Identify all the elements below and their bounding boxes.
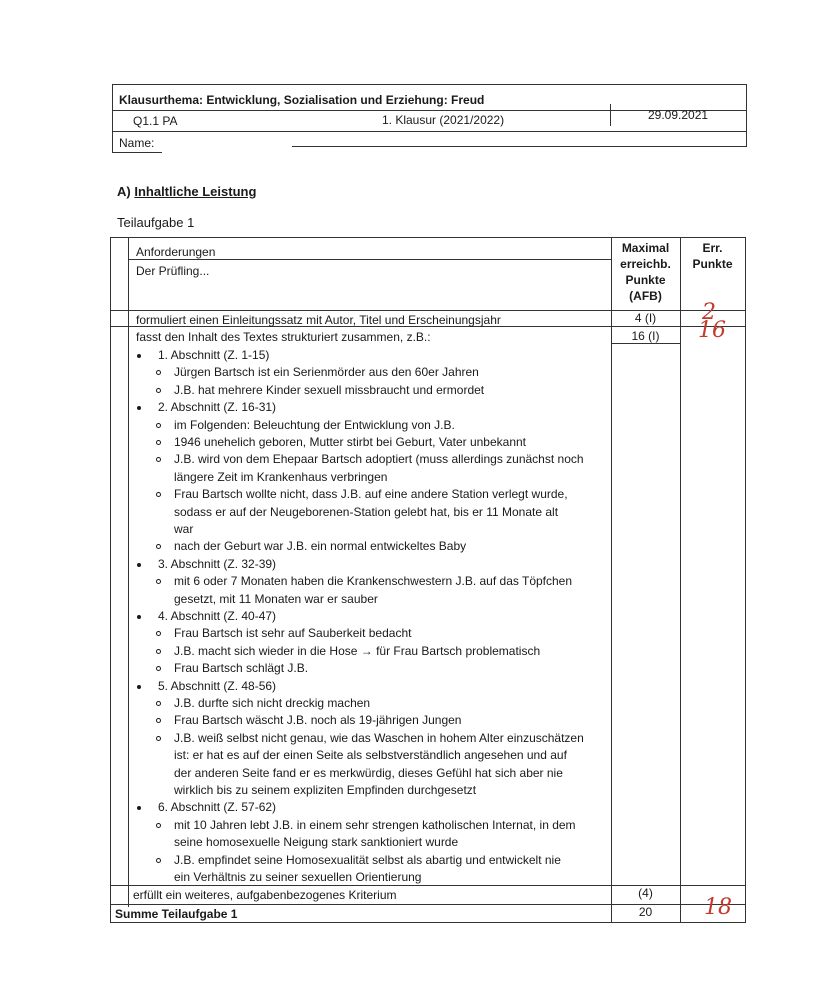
row-zusammenfassung-err: 16 xyxy=(698,318,726,343)
list-item-text: Frau Bartsch wollte nicht, dass J.B. auf eine andere Station verlegt wurde, xyxy=(174,487,568,502)
sub-bullet-icon xyxy=(156,823,161,828)
list-item-text: 4. Abschnitt (Z. 40-47) xyxy=(158,609,277,623)
col-err-line: Err. xyxy=(702,241,723,255)
list-item-text: gesetzt, mit 11 Monaten war er sauber xyxy=(174,591,378,606)
col-max-line: erreichb. xyxy=(620,257,671,271)
sum-label: Summe Teilaufgabe 1 xyxy=(115,907,238,921)
sub-bullet-icon xyxy=(156,631,161,636)
section-title: Inhaltliche Leistung xyxy=(134,184,257,199)
list-item-text: J.B. hat mehrere Kinder sexuell missbraucht und ermordet xyxy=(174,382,485,397)
row-kriterium-max: (4) xyxy=(638,886,653,900)
list-item-text: mit 6 oder 7 Monaten haben die Krankenschwestern J.B. auf das Töpfchen xyxy=(174,574,573,589)
list-item-text: J.B. wird von dem Ehepaar Bartsch adoptiert (muss allerdings zunächst noch xyxy=(174,452,584,467)
col-max-header xyxy=(611,240,680,304)
list-item-text: 1. Abschnitt (Z. 1-15) xyxy=(158,348,270,362)
list-item-text: 5. Abschnitt (Z. 48-56) xyxy=(158,678,277,693)
list-item-text: ein Verhältnis zu seiner sexuellen Orientierung xyxy=(174,870,422,884)
subtask-label: Teilaufgabe 1 xyxy=(117,215,195,230)
bullet-icon xyxy=(137,806,141,810)
row-einleitung-err: 2 xyxy=(702,300,716,325)
sum-err: 18 xyxy=(704,895,732,920)
sub-bullet-icon xyxy=(156,388,161,393)
sub-bullet-icon xyxy=(156,440,161,445)
row-zusammenfassung-max: 16 (I) xyxy=(631,329,660,343)
col-err-line: Punkte xyxy=(692,257,733,271)
sub-bullet-icon xyxy=(156,666,161,671)
exam-label: 1. Klausur (2021/2022) xyxy=(382,113,505,127)
list-item-text: J.B. empfindet seine Homosexualität selbst als abartig und entwickelt nie xyxy=(174,852,561,867)
sub-bullet-icon xyxy=(156,649,161,654)
sum-max: 20 xyxy=(638,905,653,919)
list-item-text: sodass er auf der Neugeborenen-Station gelebt hat, bis er 11 Monate alt xyxy=(174,504,559,519)
list-item-text: im Folgenden: Beleuchtung der Entwicklung von J.B. xyxy=(174,417,455,432)
row-kriterium: erfüllt ein weiteres, aufgabenbezogenes Kriterium xyxy=(133,888,397,902)
col-anforderungen: Anforderungen xyxy=(136,245,216,259)
list-item-text: ist: er hat es auf der einen Seite als selbstverständlich angesehen und auf xyxy=(174,748,567,763)
list-item-text: Frau Bartsch ist sehr auf Sauberkeit bedacht xyxy=(174,626,412,641)
exam-date: 29.09.2021 xyxy=(648,108,709,122)
sub-bullet-icon xyxy=(156,423,161,428)
col-max-line: Punkte xyxy=(625,273,666,287)
col-max-line: (AFB) xyxy=(629,289,662,303)
col-err-header xyxy=(680,240,745,272)
list-item-text: mit 10 Jahren lebt J.B. in einem sehr strengen katholischen Internat, in dem xyxy=(174,817,576,832)
name-label: Name: xyxy=(119,136,155,150)
row-einleitung: formuliert einen Einleitungssatz mit Autor, Titel und Erscheinungsjahr xyxy=(136,313,501,327)
list-item-text: J.B. macht sich wieder in die Hose → für Frau Bartsch problematisch xyxy=(174,643,541,658)
sub-bullet-icon xyxy=(156,579,161,584)
list-item-text: Frau Bartsch wäscht J.B. noch als 19-jährigen Jungen xyxy=(174,713,462,728)
list-item-text: 6. Abschnitt (Z. 57-62) xyxy=(158,800,277,815)
sub-bullet-icon xyxy=(156,492,161,497)
list-item-text: J.B. weiß selbst nicht genau, wie das Waschen in hohem Alter einzuschätzen xyxy=(174,730,584,745)
col-pruefling: Der Prüfling... xyxy=(136,264,210,278)
list-item-text: J.B. durfte sich nicht dreckig machen xyxy=(174,696,371,710)
sub-bullet-icon xyxy=(156,701,161,706)
list-item-text: Frau Bartsch schlägt J.B. xyxy=(174,661,309,676)
list-item-text: 3. Abschnitt (Z. 32-39) xyxy=(158,556,277,571)
col-max-line: Maximal xyxy=(621,241,670,255)
bullet-icon xyxy=(137,406,141,410)
sub-bullet-icon xyxy=(156,370,161,375)
sub-bullet-icon xyxy=(156,736,161,741)
list-item-text: der anderen Seite fand er es merkwürdig, dieses Gefühl hat sich aber nie xyxy=(174,765,563,780)
row-einleitung-max: 4 (I) xyxy=(634,311,657,325)
sub-bullet-icon xyxy=(156,858,161,863)
course-label: Q1.1 PA xyxy=(133,114,178,128)
sub-bullet-icon xyxy=(156,544,161,549)
section-letter: A) xyxy=(117,184,131,199)
list-item-text: seine homosexuelle Neigung stark sanktioniert wurde xyxy=(174,835,459,850)
list-item-text: längere Zeit im Krankenhaus verbringen xyxy=(174,469,388,484)
section-heading xyxy=(117,185,256,199)
list-item-text: 1946 unehelich geboren, Mutter stirbt bei Geburt, Vater unbekannt xyxy=(174,435,527,449)
list-item-text: war xyxy=(174,522,194,536)
row-zusammenfassung: fasst den Inhalt des Textes strukturiert zusammen, z.B.: xyxy=(136,330,431,344)
list-item-text: 2. Abschnitt (Z. 16-31) xyxy=(158,400,277,415)
list-item-text: Jürgen Bartsch ist ein Serienmörder aus den 60er Jahren xyxy=(174,365,479,380)
bullet-icon xyxy=(137,615,141,619)
list-item-text: nach der Geburt war J.B. ein normal entwickeltes Baby xyxy=(174,539,467,554)
bullet-icon xyxy=(137,563,141,567)
list-item-text: wirklich bis zu seinem expliziten Empfinden durchgesetzt xyxy=(174,783,477,797)
exam-topic: Klausurthema: Entwicklung, Sozialisation und Erziehung: Freud xyxy=(119,93,485,107)
bullet-icon xyxy=(137,685,141,689)
sub-bullet-icon xyxy=(156,457,161,462)
sub-bullet-icon xyxy=(156,718,161,723)
bullet-icon xyxy=(137,354,141,358)
